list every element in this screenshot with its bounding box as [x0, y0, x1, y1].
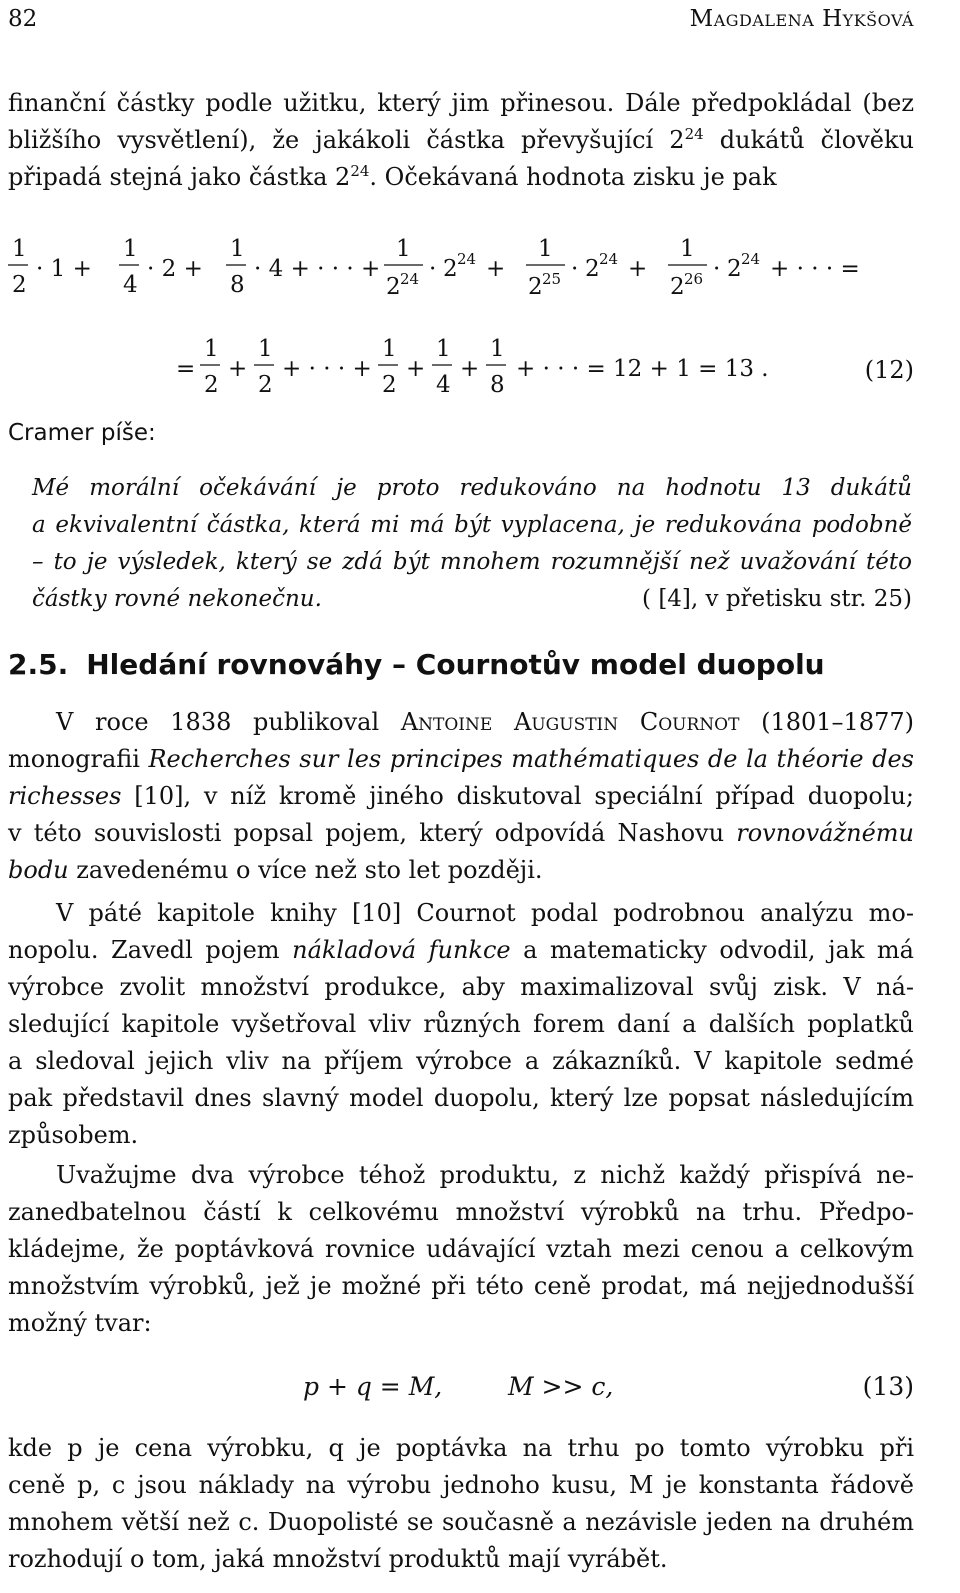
denominator: 2 — [382, 372, 397, 398]
equation-13-rhs: M >> c, — [508, 1372, 614, 1401]
term-text: · 2 + — [147, 256, 203, 282]
quote-line: – to je výsledek, který se zdá být mnohem rozumnější než uvažování této — [32, 549, 912, 575]
text-line: množstvím výrobků, jež je možné při této ceně prodat, má nejjednodušší — [8, 1272, 914, 1300]
denominator: 2 — [258, 372, 273, 398]
numerator: 1 — [230, 236, 245, 262]
plus: + — [228, 356, 248, 382]
denominator-base: 2 — [670, 274, 685, 300]
numerator: 1 — [258, 336, 273, 362]
numerator: 1 — [382, 336, 397, 362]
paragraph-cournot-intro — [8, 704, 914, 889]
quote-line: Mé morální očekávání je proto redukováno na hodnotu 13 dukátů — [32, 475, 912, 501]
power-base: 2 — [585, 256, 600, 282]
denominator-exponent: 25 — [542, 270, 562, 288]
intro-paragraph — [8, 85, 914, 196]
term-text: · — [713, 256, 721, 282]
equation-12-line-2-svg — [8, 332, 914, 412]
term-text: + · · · = 12 + 1 = 13 . — [516, 356, 769, 382]
numerator: 1 — [436, 336, 451, 362]
text-line: kládejme, že poptávková rovnice udávající vztah mezi cenou a celkovým — [8, 1235, 914, 1263]
text-line: finanční částky podle užitku, který jim přinesou. Dále předpokládal (bez — [8, 89, 914, 117]
power-base: 2 — [443, 256, 458, 282]
power-exponent: 24 — [741, 250, 761, 268]
numerator: 1 — [123, 236, 138, 262]
denominator: 2 — [204, 372, 219, 398]
section-heading — [8, 648, 825, 681]
term-text: · 1 + — [36, 256, 92, 282]
text-line: zanedbatelnou částí k celkovému množství výrobků na trhu. Předpo- — [8, 1198, 914, 1226]
plus: + — [406, 356, 426, 382]
power-exponent: 24 — [457, 250, 477, 268]
quote-line: a ekvivalentní částka, která mi má být vyplacena, je redukována podobně — [32, 512, 912, 538]
text-line: bodu zavedenému o více než sto let později. — [8, 856, 543, 884]
numerator: 1 — [680, 236, 695, 262]
text-line: možný tvar: — [8, 1309, 152, 1337]
page-number: 82 — [8, 6, 38, 32]
text-line: monografii Recherches sur les principes mathématiques de la théorie des — [8, 745, 914, 773]
running-head-author: Magdalena Hykšová — [689, 6, 914, 32]
text-line: kde p je cena výrobku, q je poptávka na trhu po tomto výrobku při — [8, 1434, 914, 1462]
denominator: 4 — [436, 372, 451, 398]
text-line: způsobem. — [8, 1121, 139, 1149]
running-head — [8, 6, 914, 36]
quote-line: částky rovné nekonečnu. ( [4], v přetisku str. 25) — [32, 581, 912, 618]
plus: + — [460, 356, 480, 382]
term-text: · — [429, 256, 437, 282]
text-line: V roce 1838 publikoval Antoine Augustin Cournot (1801–1877) — [56, 708, 914, 736]
paragraph-demand-equation — [8, 1157, 914, 1342]
numerator: 1 — [12, 236, 27, 262]
text-line: rozhodují o tom, jaká množství produktů mají vyrábět. — [8, 1545, 668, 1573]
equation-12-line-1 — [8, 232, 914, 312]
denominator: 2 — [12, 272, 27, 298]
equation-12-label: (12) — [864, 356, 914, 384]
text-line: Uvažujme dva výrobce téhož produktu, z nichž každý přispívá ne- — [56, 1161, 914, 1189]
denominator-exponent: 24 — [400, 270, 420, 288]
denominator: 4 — [123, 272, 138, 298]
paragraph-definitions — [8, 1430, 914, 1578]
equation-13-lhs: p + q = M, — [303, 1372, 443, 1401]
text-line: pak představil dnes slavný model duopolu, který lze popsat následujícím — [8, 1084, 914, 1112]
plus: + — [628, 256, 648, 282]
denominator-base: 2 — [386, 274, 401, 300]
section-title: Hledání rovnováhy – Cournotův model duopolu — [86, 648, 825, 681]
term-text: · — [571, 256, 579, 282]
cramer-quote — [32, 470, 912, 618]
equation-12-line-1-svg — [8, 232, 914, 312]
equals: = — [176, 356, 196, 382]
plus: + — [486, 256, 506, 282]
section-number: 2.5. — [8, 648, 69, 681]
equation-13 — [8, 1372, 914, 1412]
text-line: připadá stejná jako částka $2^{24}$. Očekávaná hodnota zisku je pak — [8, 162, 777, 191]
numerator: 1 — [204, 336, 219, 362]
text-line: výrobce zvolit množství produkce, aby maximalizoval svůj zisk. V ná- — [8, 973, 914, 1001]
text-line: a sledoval jejich vliv na příjem výrobce a zákazníků. V kapitole sedmé — [8, 1047, 914, 1075]
term-text: · 4 + · · · + — [254, 256, 381, 282]
numerator: 1 — [396, 236, 411, 262]
text-line: mnohem větší než c. Duopolisté se současně a nezávisle jeden na druhém — [8, 1508, 914, 1536]
denominator-exponent: 26 — [684, 270, 704, 288]
term-text: + · · · = — [770, 256, 860, 282]
text-line: sledující kapitole vyšetřoval vliv různých forem daní a dalších poplatků — [8, 1010, 914, 1038]
quote-reference: ( [4], v přetisku str. 25) — [642, 586, 912, 612]
power-base: 2 — [727, 256, 742, 282]
paragraph-chapter-five — [8, 895, 914, 1154]
text-line: nopolu. Zavedl pojem nákladová funkce a matematicky odvodil, jak má — [8, 936, 914, 964]
text-line: V páté kapitole knihy [10] Cournot podal podrobnou analýzu mo- — [56, 899, 914, 927]
equation-12-line-2 — [8, 332, 914, 412]
text-line: richesses [10], v níž kromě jiného diskutoval speciální případ duopolu; — [8, 782, 914, 810]
equation-13-label: (13) — [862, 1372, 914, 1401]
denominator: 8 — [230, 272, 245, 298]
power-exponent: 24 — [599, 250, 619, 268]
text-line: ceně p, c jsou náklady na výrobu jednoho kusu, M je konstanta řádově — [8, 1471, 914, 1499]
text-line: v této souvislosti popsal pojem, který odpovídá Nashovu rovnovážnému — [8, 819, 914, 847]
cramer-label: Cramer píše: — [8, 420, 156, 446]
text-line: bližšího vysvětlení), že jakákoli částka převyšující $2^{24}$ dukátů člověku — [8, 125, 914, 154]
denominator: 8 — [490, 372, 505, 398]
term-text: + · · · + — [282, 356, 372, 382]
numerator: 1 — [490, 336, 505, 362]
numerator: 1 — [538, 236, 553, 262]
denominator-base: 2 — [528, 274, 543, 300]
